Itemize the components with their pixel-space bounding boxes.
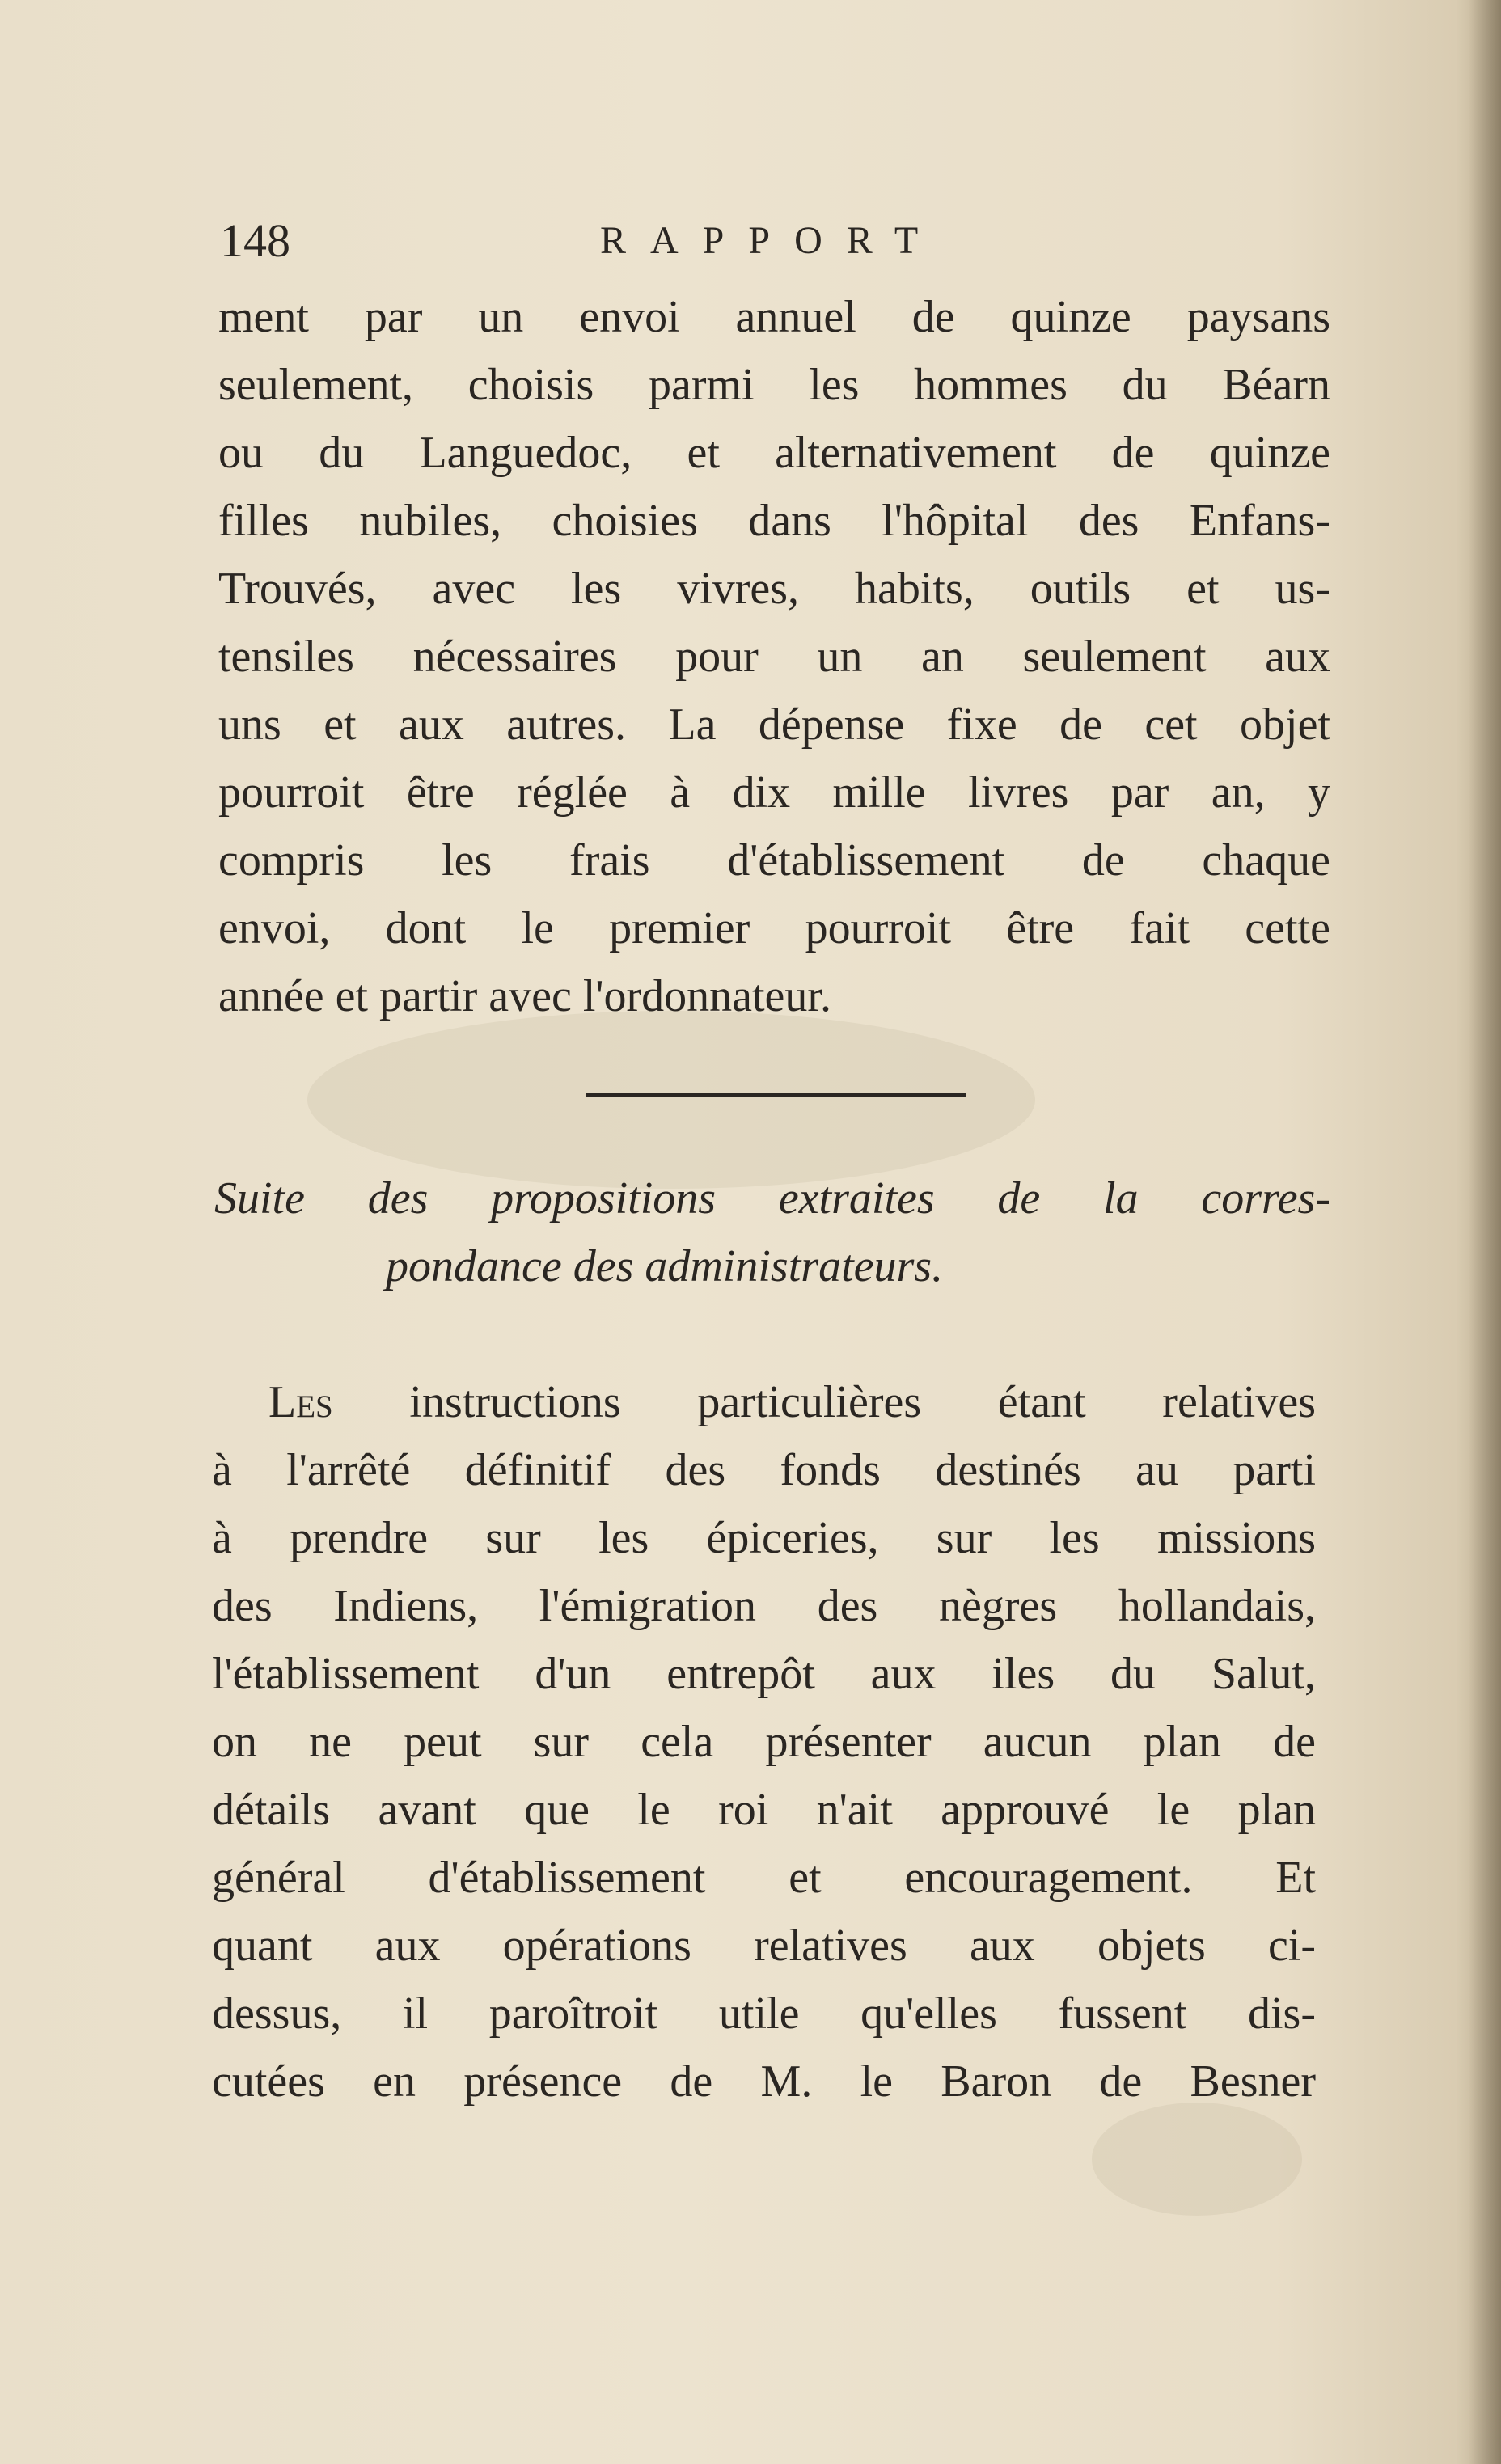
text-line: à prendre sur les épiceries, sur les missions [212, 1513, 1316, 1563]
text-line: général d'établissement et encouragement. Et [212, 1853, 1316, 1903]
text-line: ment par un envoi annuel de quinze paysans [218, 292, 1330, 342]
paper-stain [1092, 2103, 1302, 2216]
text-line: ou du Languedoc, et alternativement de quinze [218, 428, 1330, 478]
text-line: à l'arrêté définitif des fonds destinés au parti [212, 1445, 1316, 1495]
section-heading-line-1: Suite des propositions extraites de la corres- [214, 1173, 1330, 1224]
section-heading [214, 1164, 1330, 1300]
text-line: seulement, choisis parmi les hommes du Béarn [218, 360, 1330, 410]
page-header [220, 209, 1368, 281]
text-line: Trouvés, avec les vivres, habits, outils et us- [218, 564, 1330, 614]
text-line: pourroit être réglée à dix mille livres par an, y [218, 767, 1330, 818]
text-line: compris les frais d'établissement de chaque [218, 835, 1330, 885]
page-edge-shadow [1469, 0, 1501, 2464]
text-line: filles nubiles, choisies dans l'hôpital des Enfans- [218, 496, 1330, 546]
first-line-rest: instructions particulières étant relatives [332, 1377, 1316, 1427]
text-line: uns et aux autres. La dépense fixe de cet objet [218, 699, 1330, 750]
paragraph-2 [212, 1368, 1316, 2115]
text-line-first [212, 1368, 1316, 1436]
text-line: dessus, il paroîtroit utile qu'elles fussent dis- [212, 1989, 1316, 2039]
bleed-through-stain [307, 1011, 1035, 1189]
section-heading-line-2: pondance des administrateurs. [386, 1241, 944, 1291]
text-line: des Indiens, l'émigration des nègres hollandais, [212, 1581, 1316, 1631]
section-divider-rule [586, 1093, 966, 1097]
text-line: on ne peut sur cela présenter aucun plan de [212, 1717, 1316, 1767]
text-line: cutées en présence de M. le Baron de Besner [212, 2056, 1316, 2107]
text-line: quant aux opérations relatives aux objets ci- [212, 1921, 1316, 1971]
text-line: année et partir avec l'ordonnateur. [218, 971, 831, 1021]
text-line: détails avant que le roi n'ait approuvé le plan [212, 1785, 1316, 1835]
text-line: envoi, dont le premier pourroit être fait cette [218, 903, 1330, 953]
opening-word: Les [268, 1377, 333, 1427]
running-head: RAPPORT [600, 219, 943, 262]
page-number: 148 [220, 214, 290, 267]
paragraph-1 [218, 283, 1330, 1030]
text-line: tensiles nécessaires pour un an seulement aux [218, 632, 1330, 682]
text-line: l'établissement d'un entrepôt aux iles du Salut, [212, 1649, 1316, 1699]
